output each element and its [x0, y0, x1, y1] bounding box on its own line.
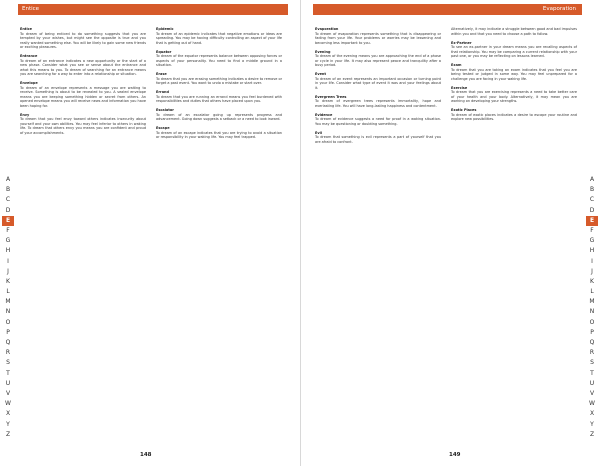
- index-letter-t[interactable]: T: [590, 369, 594, 377]
- entry-text: To dream of evaporation represents something that is disappearing or fading from your life. Your problems or worries may be lessening and becoming less important to you.: [315, 31, 441, 45]
- right-column-1: [315, 27, 441, 149]
- entry-term: Evidence: [315, 112, 333, 117]
- index-letter-i[interactable]: I: [7, 257, 9, 265]
- index-letter-a[interactable]: A: [589, 176, 595, 183]
- entry-term: Erase: [156, 72, 167, 76]
- dictionary-entry: [156, 126, 282, 140]
- index-letter-u[interactable]: U: [589, 379, 595, 387]
- dictionary-entry: [451, 86, 577, 104]
- left-alphabet-index: [2, 175, 14, 440]
- entry-text: To dream that you feel envy toward others indicates insecurity about yourself and your own abilities. You may feel inferior to others in waking life. To dream that others envy you means you are confident and proud of your accomplishments.: [20, 117, 146, 135]
- index-letter-i[interactable]: I: [591, 257, 593, 265]
- index-letter-r[interactable]: R: [5, 349, 11, 357]
- index-letter-t[interactable]: T: [6, 369, 10, 377]
- dictionary-entry: [451, 41, 577, 59]
- entry-term: Evergreen Trees: [315, 94, 347, 99]
- index-letter-k[interactable]: K: [590, 277, 594, 285]
- right-page-number: 149: [449, 452, 461, 458]
- entry-text: To dream that something is evil represents a part of yourself that you are afraid to confront.: [315, 135, 441, 144]
- index-letter-p[interactable]: P: [6, 328, 10, 336]
- index-letter-y[interactable]: Y: [6, 420, 10, 428]
- entry-text: To dream of an escape indicates that you are trying to avoid a situation or responsibility in your waking life. You may feel trapped.: [156, 130, 282, 139]
- entry-term: Exotic Places: [451, 108, 477, 112]
- dictionary-entry: [20, 81, 146, 108]
- entry-text: To dream of being enticed to do something suggests that you are tempted by your wishes, but might see the opposite is true and you really wanted something else. You will be likely to gain some new friends or exciting pleasures.: [20, 31, 146, 49]
- entry-term: Evening: [315, 49, 331, 54]
- index-letter-o[interactable]: O: [589, 318, 595, 326]
- index-letter-o[interactable]: O: [5, 318, 11, 326]
- left-column-1: [20, 27, 146, 144]
- dictionary-entry: [315, 27, 441, 45]
- entry-text: To see an ex-partner in your dream means you are recalling aspects of that relationship. You may be comparing a current relationship with your past one, or you may be reflecting on lessons learned.: [451, 45, 577, 58]
- index-letter-j[interactable]: J: [7, 267, 9, 275]
- entry-term: Equator: [156, 49, 172, 54]
- index-letter-n[interactable]: N: [589, 308, 595, 316]
- index-letter-v[interactable]: V: [589, 389, 595, 397]
- index-letter-h[interactable]: H: [589, 247, 595, 255]
- dictionary-entry: [20, 113, 146, 136]
- entry-text: To dream of evergreen trees represents immortality, hope and everlasting life. You will have long-lasting happiness and contentment.: [315, 99, 441, 108]
- index-letter-f[interactable]: F: [590, 226, 594, 234]
- entry-text: To dream that you are exercising represents a need to take better care of your health and your body. Alternatively, it may mean you are working on developing your strengths.: [451, 90, 577, 103]
- entry-text: To dream of an event represents an important occasion or turning point in your life. Consider what type of event it was and your feelings about it.: [315, 76, 441, 90]
- index-letter-q[interactable]: Q: [589, 339, 595, 346]
- entry-term: Envelope: [20, 81, 38, 85]
- dictionary-entry: [451, 108, 577, 122]
- dictionary-entry: [315, 72, 441, 90]
- right-alphabet-index: [586, 175, 598, 440]
- dictionary-entry: [451, 63, 577, 81]
- index-letter-g[interactable]: G: [5, 237, 11, 245]
- entry-text: To dream of the evening means you are approaching the end of a phase or cycle in your life. It may also represent peace and tranquility after a busy period.: [315, 54, 441, 67]
- entry-text: To dream that you are erasing something indicates a desire to remove or forget a past event. You want to undo a mistake or start over.: [156, 76, 282, 85]
- entry-term: Ex-Partner: [451, 40, 472, 45]
- left-page-columns: [20, 27, 282, 144]
- index-letter-w[interactable]: W: [589, 400, 595, 408]
- index-letter-l[interactable]: L: [590, 288, 594, 296]
- index-letter-v[interactable]: V: [5, 389, 11, 397]
- entry-text: To dream of the equator represents balance between opposing forces or aspects of your personality. You need to find a middle ground in a situation.: [156, 54, 282, 67]
- dictionary-entry: [315, 131, 441, 145]
- index-letter-y[interactable]: Y: [590, 420, 594, 428]
- index-letter-n[interactable]: N: [5, 308, 11, 316]
- dictionary-entry: [156, 50, 282, 68]
- entry-text: To dream of evidence suggests a need for proof in a waking situation. You may be questioning or doubting something.: [315, 117, 441, 126]
- index-letter-d[interactable]: D: [5, 206, 11, 214]
- entry-term: Exam: [451, 63, 462, 67]
- dictionary-entry: [315, 95, 441, 109]
- dictionary-entry: [156, 108, 282, 122]
- index-letter-x[interactable]: X: [589, 410, 595, 418]
- index-letter-e[interactable]: E: [2, 216, 14, 226]
- index-letter-g[interactable]: G: [589, 237, 595, 245]
- entry-term: Exercise: [451, 85, 468, 90]
- entry-term: Errand: [156, 90, 169, 94]
- entry-text: To dream of an epidemic indicates that negative emotions or ideas are spreading. You may be having difficulty controlling an aspect of your life that is getting out of hand.: [156, 31, 282, 45]
- index-letter-p[interactable]: P: [590, 328, 594, 336]
- dictionary-entry: [156, 27, 282, 45]
- entry-text: To dream of an escalator going up represents progress and advancement. Going down suggests a setback or a need to look inward.: [156, 112, 282, 121]
- dictionary-entry: [315, 113, 441, 127]
- index-letter-z[interactable]: Z: [589, 430, 595, 438]
- index-letter-m[interactable]: M: [589, 298, 595, 306]
- entry-term: Escalator: [156, 108, 174, 112]
- index-letter-k[interactable]: K: [6, 277, 10, 285]
- index-letter-q[interactable]: Q: [5, 339, 11, 346]
- entry-term: Evil: [315, 130, 322, 135]
- index-letter-l[interactable]: L: [6, 288, 10, 296]
- entry-term: Escape: [156, 126, 170, 130]
- dictionary-entry: [315, 50, 441, 68]
- index-letter-c[interactable]: C: [589, 196, 595, 204]
- index-letter-h[interactable]: H: [5, 247, 11, 255]
- index-letter-d[interactable]: D: [589, 206, 595, 214]
- entry-term: Evaporation: [315, 27, 339, 31]
- dictionary-entry: [156, 90, 282, 104]
- entry-text: To dream of an entrance indicates a new opportunity or the start of a new phase. Consider what you see or sense about the entrance and what this means to you. To dream of searching for an entrance means you are searching for a way to enter into a relationship or situation.: [20, 58, 146, 76]
- index-letter-f[interactable]: F: [6, 226, 10, 234]
- index-letter-z[interactable]: Z: [5, 430, 11, 438]
- entry-term: Entice: [20, 27, 32, 31]
- entry-text: To dream that you are taking an exam indicates that you feel you are being tested or judged in some way. You may feel unprepared for a challenge you are facing in your waking life.: [451, 67, 577, 81]
- dictionary-entry: [451, 27, 577, 36]
- right-page-columns: [315, 27, 577, 149]
- entry-text: To dream that you are running an errand means you feel burdened with responsibilities and duties that others have placed upon you.: [156, 94, 282, 103]
- index-letter-b[interactable]: B: [589, 186, 595, 194]
- entry-term: Envy: [20, 112, 30, 117]
- dictionary-entry: [20, 54, 146, 77]
- entry-text: Alternatively, it may indicate a struggle between good and bad impulses within you and that you need to choose a path to follow.: [451, 27, 577, 36]
- dictionary-entry: [156, 72, 282, 86]
- entry-text: To dream of an envelope represents a message you are waiting to receive. Something is about to be revealed to you. A sealed envelope means you are keeping something hidden or secret from others. An opened envelope means you will receive news and information you have been hoping for.: [20, 85, 146, 108]
- right-page-header: Evaporation: [313, 4, 582, 15]
- entry-term: Event: [315, 72, 327, 76]
- index-letter-s[interactable]: S: [6, 359, 10, 367]
- left-column-2: [156, 27, 282, 144]
- index-letter-r[interactable]: R: [589, 349, 595, 357]
- index-letter-b[interactable]: B: [5, 186, 11, 194]
- right-column-2: [451, 27, 577, 149]
- index-letter-c[interactable]: C: [5, 196, 11, 204]
- entry-term: Entrance: [20, 54, 38, 58]
- left-page-header: Entice: [18, 4, 288, 15]
- index-letter-u[interactable]: U: [5, 379, 11, 387]
- index-letter-w[interactable]: W: [5, 400, 11, 408]
- index-letter-j[interactable]: J: [591, 267, 593, 275]
- index-letter-m[interactable]: M: [5, 298, 11, 306]
- index-letter-e[interactable]: E: [586, 216, 598, 226]
- left-page-number: 148: [140, 452, 152, 458]
- right-page: [300, 0, 600, 466]
- entry-term: Epidemic: [156, 27, 174, 31]
- dictionary-entry: [20, 27, 146, 50]
- index-letter-x[interactable]: X: [5, 410, 11, 418]
- entry-text: To dream of exotic places indicates a desire to escape your routine and explore new possibilities.: [451, 112, 577, 121]
- index-letter-s[interactable]: S: [590, 359, 594, 367]
- index-letter-a[interactable]: A: [5, 176, 11, 183]
